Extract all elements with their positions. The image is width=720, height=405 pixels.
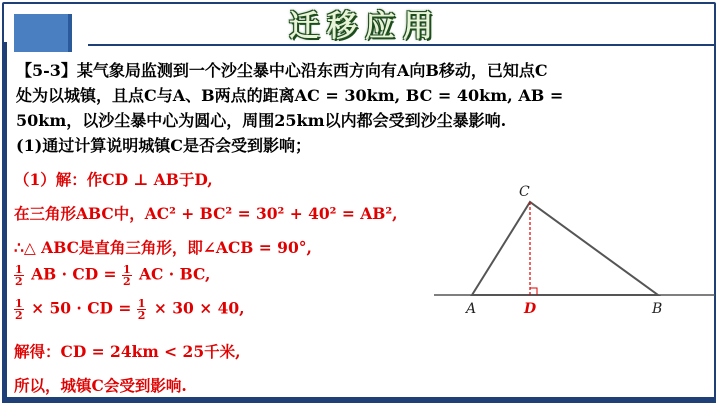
solution-line-7: 所以，城镇C会受到影响. [14,376,187,395]
triangle-abc [472,202,658,295]
label-d: D [524,301,537,317]
equation-left: × 50 · CD = [31,298,132,318]
left-accent-bar [2,42,7,401]
fraction-half: $\frac{1}{2}$ [122,263,131,288]
solution-line-5 [14,298,245,321]
page-title: 迁移应用 [289,9,441,44]
problem-line: 【5-3】某气象局监测到一个沙尘暴中心沿东西方向有A向B移动，已知点C [16,61,548,80]
bottom-accent-bar [2,397,716,403]
equation-right: AC · BC, [139,264,211,284]
problem-line: 50km，以沙尘暴中心为圆心，周围25km以内都会受到沙尘暴影响. [16,111,507,130]
equation-left: AB · CD = [31,264,117,284]
solution-line-1: （1）解：作CD ⊥ AB于D, [14,170,213,189]
fraction-half: $\frac{1}{2}$ [15,297,23,322]
problem-line: 处为以城镇，且点C与A、B两点的距离AC = 30km, BC = 40km, AB = [16,86,564,105]
equation-right: × 30 × 40, [153,298,245,318]
solution-line-4 [14,264,210,287]
solution-line-3: ∴△ ABC是直角三角形，即∠ACB = 90°, [14,238,312,257]
label-c: C [519,184,530,200]
solution-line-6: 解得：CD = 24km < 25千米, [14,342,241,361]
label-a: A [466,301,477,317]
problem-statement [16,58,706,158]
label-b: B [652,301,663,317]
fraction-half: $\frac{1}{2}$ [137,297,146,322]
fraction-half: $\frac{1}{2}$ [15,263,23,288]
triangle-diagram [430,180,715,320]
solution-line-2: 在三角形ABC中，AC² + BC² = 30² + 40² = AB², [14,204,398,223]
corner-block [14,14,72,52]
problem-line: (1)通过计算说明城镇C是否会受到影响； [16,136,312,155]
right-angle-mark [530,288,537,295]
